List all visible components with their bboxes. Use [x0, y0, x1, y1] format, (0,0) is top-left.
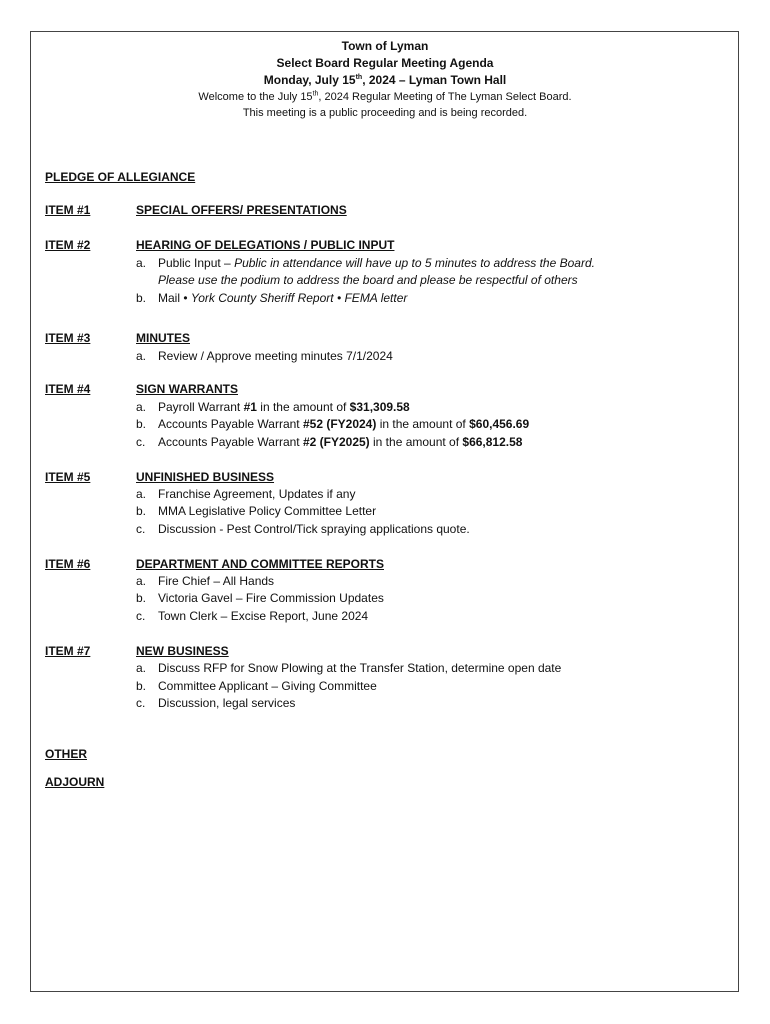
- item-6-label: ITEM #6: [45, 557, 91, 571]
- item-4-line-a: a. Payroll Warrant #1 in the amount of $31,309.58: [136, 400, 410, 414]
- item-2-line-b: b. Mail • York County Sheriff Report • FEMA letter: [136, 291, 408, 305]
- town-name: Town of Lyman: [341, 39, 429, 53]
- item-7-title: NEW BUSINESS: [136, 644, 229, 658]
- item-3-label: ITEM #3: [45, 331, 91, 345]
- item-4-title: SIGN WARRANTS: [136, 382, 238, 396]
- item-3-title: MINUTES: [136, 331, 190, 345]
- item-2-label: ITEM #2: [45, 238, 91, 252]
- item-6-title: DEPARTMENT AND COMMITTEE REPORTS: [136, 557, 384, 571]
- welcome-line: Welcome to the July 15th, 2024 Regular Meeting of The Lyman Select Board.: [198, 90, 572, 103]
- other-heading: OTHER: [45, 747, 87, 761]
- item-7-line-c: c. Discussion, legal services: [136, 696, 296, 710]
- adjourn-heading: ADJOURN: [45, 775, 105, 789]
- item-1-title: SPECIAL OFFERS/ PRESENTATIONS: [136, 203, 347, 217]
- item-4-label: ITEM #4: [45, 382, 91, 396]
- item-2-title: HEARING OF DELEGATIONS / PUBLIC INPUT: [136, 238, 395, 252]
- item-1-label: ITEM #1: [45, 203, 91, 217]
- item-4-line-b: b. Accounts Payable Warrant #52 (FY2024) in the amount of $60,456.69: [136, 417, 530, 431]
- item-6-line-a: a. Fire Chief – All Hands: [136, 574, 275, 588]
- item-3-line-a: a. Review / Approve meeting minutes 7/1/2024: [136, 349, 393, 363]
- meeting-date: Monday, July 15th, 2024 – Lyman Town Hall: [263, 73, 507, 87]
- item-2-line-a-cont: Please use the podium to address the board and please be respectful of others: [158, 273, 578, 287]
- item-5-line-a: a. Franchise Agreement, Updates if any: [136, 487, 356, 501]
- item-6-line-b: b. Victoria Gavel – Fire Commission Updates: [136, 591, 384, 605]
- item-4-line-c: c. Accounts Payable Warrant #2 (FY2025) in the amount of $66,812.58: [136, 435, 523, 449]
- agenda-title: Select Board Regular Meeting Agenda: [276, 56, 494, 70]
- pledge-heading: PLEDGE OF ALLEGIANCE: [45, 170, 196, 184]
- item-5-label: ITEM #5: [45, 470, 91, 484]
- item-7-label: ITEM #7: [45, 644, 91, 658]
- recording-notice: This meeting is a public proceeding and is being recorded.: [242, 107, 528, 119]
- item-6-line-c: c. Town Clerk – Excise Report, June 2024: [136, 609, 369, 623]
- item-5-title: UNFINISHED BUSINESS: [136, 470, 275, 484]
- item-2-line-a: a. Public Input – Public in attendance will have up to 5 minutes to address the Board.: [136, 256, 595, 270]
- item-7-line-a: a. Discuss RFP for Snow Plowing at the Transfer Station, determine open date: [136, 661, 562, 675]
- item-5-line-b: b. MMA Legislative Policy Committee Letter: [136, 504, 377, 518]
- item-5-line-c: c. Discussion - Pest Control/Tick spraying applications quote.: [136, 522, 470, 536]
- item-7-line-b: b. Committee Applicant – Giving Committee: [136, 679, 377, 693]
